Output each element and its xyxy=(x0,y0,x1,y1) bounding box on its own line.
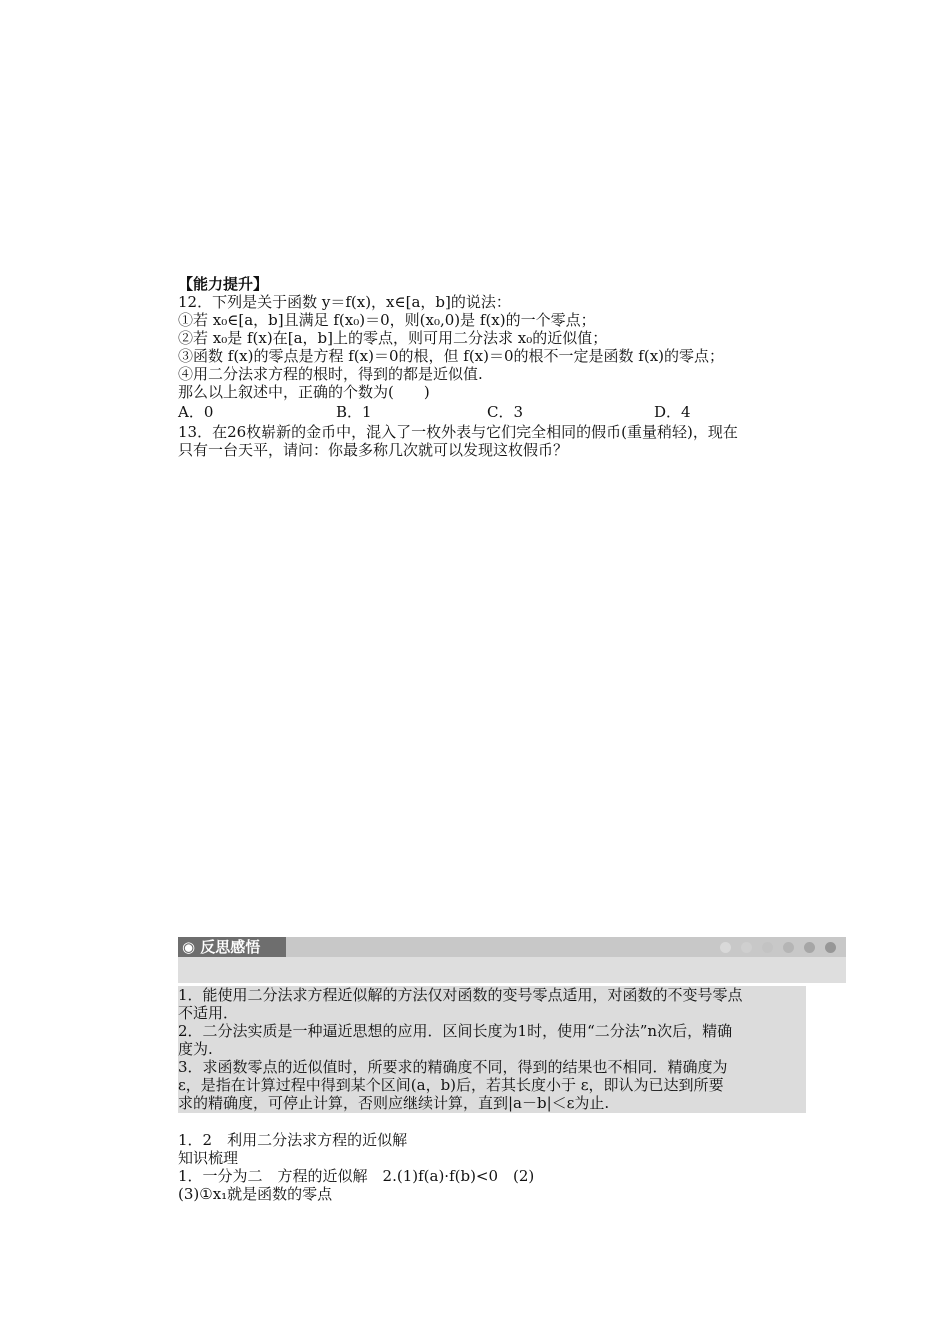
question-12-ask: 那么以上叙述中，正确的个数为( ) xyxy=(178,383,430,401)
decorative-dots xyxy=(720,942,836,953)
dot-icon xyxy=(720,942,731,953)
option-a: A．0 xyxy=(178,403,214,421)
section-title: 1．2 利用二分法求方程的近似解 xyxy=(178,1131,408,1149)
reflection-body xyxy=(178,986,806,1113)
statement-1: ①若 x₀∈[a，b]且满足 f(x₀)＝0，则(x₀,0)是 f(x)的一个零点； xyxy=(178,311,596,329)
question-13-line-1: 13．在26枚崭新的金币中，混入了一枚外表与它们完全相同的假币(重量稍轻)，现在 xyxy=(178,423,738,441)
option-c: C．3 xyxy=(487,403,524,421)
statement-2: ②若 x₀是 f(x)在[a，b]上的零点，则可用二分法求 x₀的近似值； xyxy=(178,329,608,347)
statement-4: ④用二分法求方程的根时，得到的都是近似值. xyxy=(178,365,483,383)
answer-line-1: 1．一分为二 方程的近似解 2.(1)f(a)·f(b)<0 (2) xyxy=(178,1167,535,1185)
question-12-stem: 12．下列是关于函数 y＝f(x)，x∈[a，b]的说法： xyxy=(178,293,511,311)
question-13-line-2: 只有一台天平，请问：你最多称几次就可以发现这枚假币？ xyxy=(178,441,569,459)
option-b: B．1 xyxy=(336,403,372,421)
reflection-point-1-line-1: 1．能使用二分法求方程近似解的方法仅对函数的变号零点适用，对函数的不变号零点 xyxy=(178,986,743,1004)
dot-icon xyxy=(741,942,752,953)
option-d: D．4 xyxy=(654,403,691,421)
reflection-point-1-line-2: 不适用． xyxy=(178,1004,239,1022)
answer-line-2: (3)①x₁就是函数的零点 xyxy=(178,1185,333,1203)
reflection-title: ◉ 反思感悟 xyxy=(178,937,286,957)
dot-icon xyxy=(825,942,836,953)
ability-heading: 【能力提升】 xyxy=(178,275,269,293)
reflection-point-3-line-2: ε，是指在计算过程中得到某个区间(a，b)后，若其长度小于 ε，即认为已达到所要 xyxy=(178,1076,724,1094)
dot-icon xyxy=(783,942,794,953)
reflection-point-3-line-1: 3．求函数零点的近似值时，所要求的精确度不同，得到的结果也不相同．精确度为 xyxy=(178,1058,728,1076)
reflection-header-bar xyxy=(178,937,846,957)
statement-3: ③函数 f(x)的零点是方程 f(x)＝0的根，但 f(x)＝0的根不一定是函数 f(x)的零点； xyxy=(178,347,725,365)
section-subtitle: 知识梳理 xyxy=(178,1149,239,1167)
reflection-point-2-line-2: 度为. xyxy=(178,1040,213,1058)
dot-icon xyxy=(804,942,815,953)
reflection-point-3-line-3: 求的精确度，可停止计算，否则应继续计算，直到|a－b|＜ε为止. xyxy=(178,1094,610,1112)
reflection-point-2-line-1: 2．二分法实质是一种逼近思想的应用．区间长度为1时，使用“二分法”n次后，精确 xyxy=(178,1022,733,1040)
dot-icon xyxy=(762,942,773,953)
reflection-strip xyxy=(178,957,846,983)
